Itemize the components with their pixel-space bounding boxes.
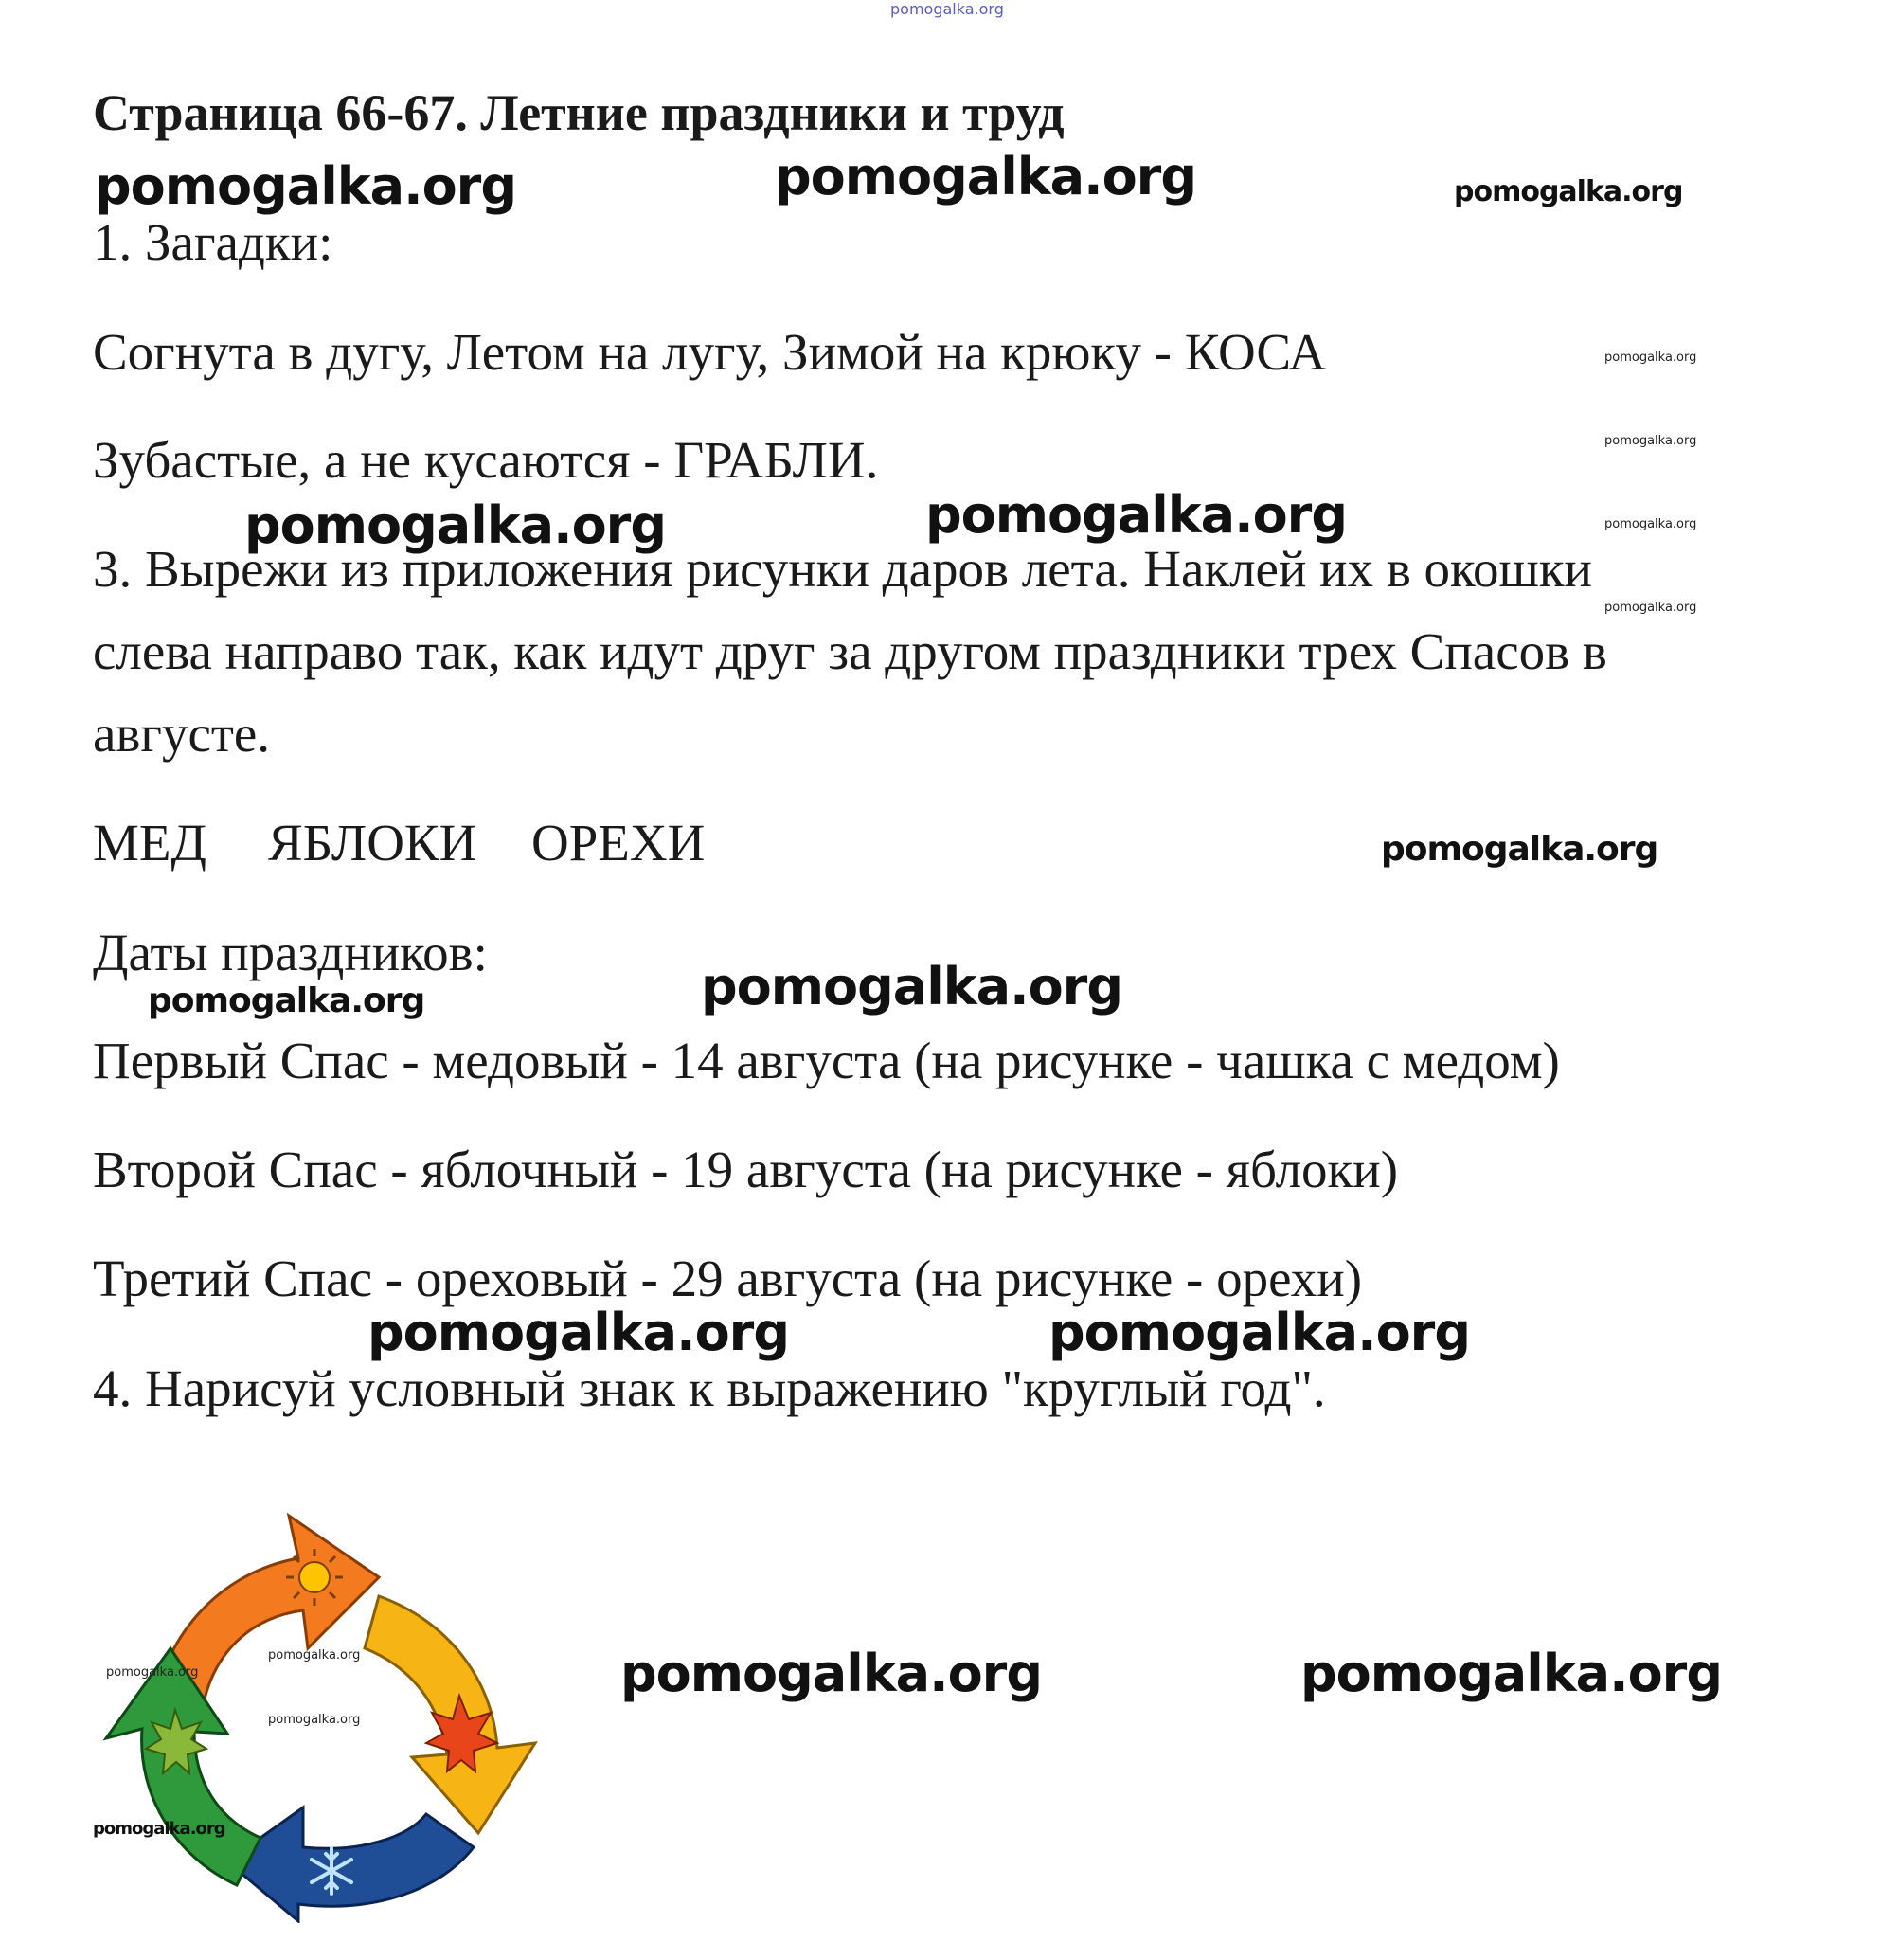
riddle-text: Зубастые, а не кусаются - ГРАБЛИ. (93, 431, 879, 489)
watermark: pomogalka.org (1048, 1303, 1470, 1362)
task-text: слева направо так, как идут друг за другом праздники трех Спасов в (93, 622, 1607, 680)
gift-item: МЕД (93, 814, 207, 872)
watermark: pomogalka.org (701, 957, 1122, 1016)
watermark: pomogalka.org (1454, 175, 1683, 208)
watermark: pomogalka.org (148, 981, 425, 1020)
date-line: Первый Спас - медовый - 14 августа (на рисунке - чашка с медом) (93, 1032, 1560, 1089)
watermark: pomogalka.org (95, 156, 516, 216)
dates-heading: Даты праздников: (93, 924, 488, 981)
watermark: pomogalka.org (93, 1819, 225, 1839)
date-line: Третий Спас - ореховый - 29 августа (на рисунке - орехи) (93, 1250, 1363, 1307)
gift-item: ЯБЛОКИ (268, 814, 477, 872)
watermark: pomogalka.org (925, 485, 1347, 545)
watermark: pomogalka.org (268, 1713, 361, 1727)
task-text: августе. (93, 705, 271, 763)
watermark: pomogalka.org (1381, 830, 1658, 869)
watermark: pomogalka.org (1300, 1644, 1722, 1703)
task-text: 3. Вырежи из приложения рисунки даров лета. Наклей их в окошки (93, 540, 1592, 598)
autumn-arrow (365, 1596, 535, 1833)
watermark: pomogalka.org (1604, 351, 1697, 365)
watermark: pomogalka.org (1604, 601, 1697, 615)
gift-item: ОРЕХИ (531, 814, 706, 872)
watermark: pomogalka.org (244, 495, 666, 555)
section-heading: 4. Нарисуй условный знак к выражению "круглый год". (93, 1359, 1326, 1417)
watermark: pomogalka.org (268, 1648, 361, 1663)
riddle-text: Согнута в дугу, Летом на лугу, Зимой на крюку - КОСА (93, 323, 1327, 381)
page-title: Страница 66-67. Летние праздники и труд (93, 84, 1065, 141)
watermark: pomogalka.org (775, 147, 1196, 207)
watermark: pomogalka.org (367, 1303, 789, 1362)
section-heading: 1. Загадки: (93, 213, 333, 271)
watermark: pomogalka.org (106, 1665, 199, 1680)
watermark: pomogalka.org (890, 0, 1004, 18)
watermark: pomogalka.org (1604, 434, 1697, 448)
winter-arrow (227, 1807, 474, 1921)
watermark: pomogalka.org (620, 1644, 1042, 1703)
watermark: pomogalka.org (1604, 517, 1697, 531)
date-line: Второй Спас - яблочный - 19 августа (на рисунке - яблоки) (93, 1141, 1399, 1198)
